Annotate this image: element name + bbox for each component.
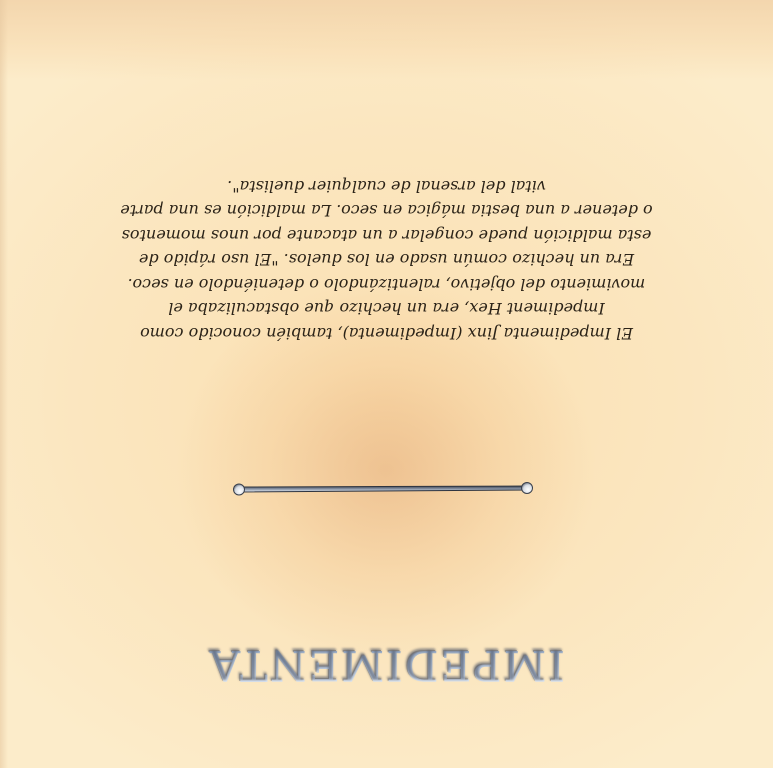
spell-description: El Impedimenta Jinx (Impedimenta), también conocido como Impediment Hex, era un hechizo que obstaculizaba el movimiento del objetivo, ralentizándolo o deteniéndolo en seco. Era un hechizo común usado en los duelos. "El uso rápido de esta maldición puede congelar a un atacante por unos momentos o detener a una bestia mágica en seco. La maldición es una parte vital del arsenal de cualquier duelista".	[120, 177, 653, 343]
wand-icon	[233, 479, 533, 499]
spell-title: IMPEDIMENTA	[0, 641, 773, 690]
